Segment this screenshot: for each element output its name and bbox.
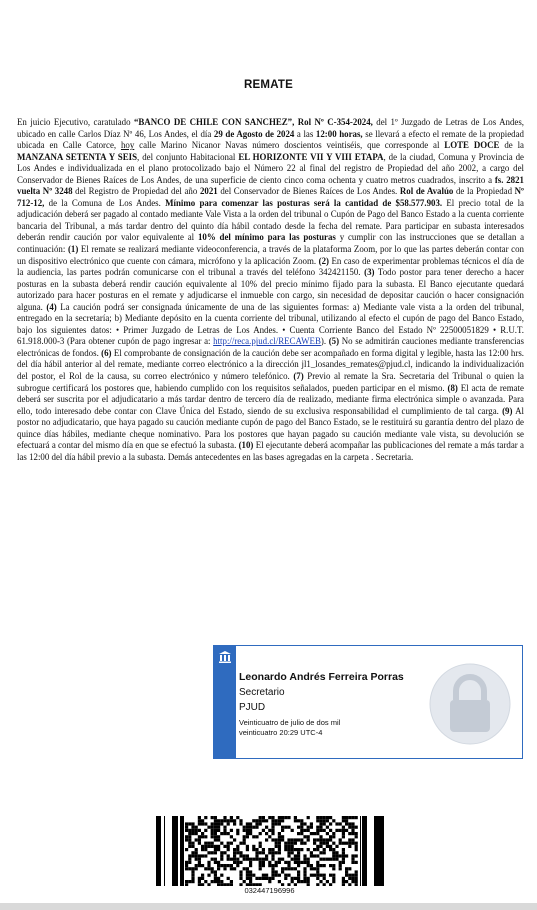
body-text-run: del 1º Juzgado de Letras de Los Andes, ubicado en calle Carlos Díaz Nº 46, Los Andes, el día <box>17 117 524 139</box>
signer-role: Secretario <box>239 687 285 698</box>
document-title: REMATE <box>244 79 293 91</box>
body-text-run: Todo postor para tener derecho a hacer posturas en la subasta deberá rendir caución equivalente al 10% del precio mínimo fijado para la subasta. El Banco ejecutante quedará autorizado para hacer posturas en el remate y adjudicarse el inmueble con cargo, sin necesidad de depositar caución o hacer consignación alguna. <box>17 267 524 312</box>
bold-text: Nº 712-12, <box>17 186 524 208</box>
bold-text: EL HORIZONTE VII Y VIII ETAPA <box>238 151 384 162</box>
barcode-image <box>155 816 384 886</box>
bold-text: (3) <box>364 267 375 278</box>
bold-text: “BANCO DE CHILE CON SANCHEZ”, Rol Nº C-354-2024, <box>133 117 373 127</box>
bold-text: (10) <box>238 440 254 451</box>
bold-text: MANZANA SETENTA Y SEIS <box>17 151 138 162</box>
body-text-run: ). <box>320 336 329 347</box>
body-text-run: El ejecutante deberá acompañar las publicaciones del remate a más tardar a las 12:00 del día hábil previo a la subasta. Demás antecedentes en las bases agregadas en la carpeta . Secretaria. <box>17 440 524 462</box>
body-text-run: En caso de experimentar problemas técnicos el día de la audiencia, las partes podrán comunicarse con el tribunal a través del teléfono 342421150. <box>17 255 524 278</box>
document-body <box>17 117 524 463</box>
body-text-run: , del conjunto Habitacional <box>137 151 239 162</box>
bold-text: 10% del mínimo para las posturas <box>197 232 336 243</box>
bold-text: (8) <box>447 382 458 393</box>
body-text-run: de la <box>499 140 524 151</box>
payment-coupon-link[interactable]: http://reca.pjud.cl/RECAWEB <box>213 336 321 347</box>
bold-text: (1) <box>67 244 79 255</box>
body-text-run: a las <box>294 128 316 139</box>
institution-icon <box>218 650 232 664</box>
body-text-run: Al postor no adjudicatario, que haya pagado su caución mediante cupón de pago del Banco Estado, se le restituirá su garantía dentro del plazo de quince días hábiles, mediante cheque nominativo. Para los postores que hayan pagado su caución mediante vale vista, su devolución se efectuará a contar del mismo día en que se efectuó la subasta. <box>17 405 524 451</box>
bold-text: (2) <box>318 255 329 266</box>
body-text-run: del Registro de Propiedad del año <box>72 186 200 197</box>
signature-timestamp: Veinticuatro de julio de dos mil veinticuatro 20:29 UTC-4 <box>239 718 341 737</box>
body-text-run: y cumplir con las instrucciones que se detallan a continuación: <box>17 232 525 255</box>
bold-text: 29 de Agosto de 2024 <box>213 128 295 139</box>
body-text-run: de la Propiedad <box>453 186 515 197</box>
body-text-run: En juicio Ejecutivo, caratulado <box>17 117 134 127</box>
bold-text: (5) <box>328 336 340 347</box>
bold-text: (9) <box>502 405 513 416</box>
signature-side-stripe <box>214 646 236 758</box>
bold-text: Mínimo para comenzar las posturas será la cantidad de $58.577.903. <box>165 197 443 208</box>
body-text-run: El comprobante de consignación de la caución debe ser acompañado en forma digital y legible, hasta las 12:00 hrs. del día hábil anterior al del remate, mediante correo electrónico a la dirección jl1_losandes_remates@pjud.cl, indicando la individualización del postor, el Rol de la causa, su correo electrónico y número telefónico. <box>17 347 524 382</box>
bold-text: Rol de Avalúo <box>399 186 454 197</box>
body-text-run: del Conservador de Bienes Raíces de Los Andes. <box>217 186 400 197</box>
underlined-text: hoy <box>120 140 135 151</box>
bold-text: (4) <box>46 301 57 312</box>
signer-organization: PJUD <box>239 702 266 713</box>
electronic-signature-box <box>213 645 523 759</box>
signer-name: Leonardo Andrés Ferreira Porras <box>239 671 404 683</box>
bold-text: 12:00 horas, <box>315 128 363 139</box>
body-text-run: Previo al remate la Sra. Secretaria del Tribunal o quien la subrogue certificará los postores que, habiendo cumplido con los requisitos señalados, pueden participar en el mismo. <box>17 371 524 393</box>
bold-text: (7) <box>293 371 304 382</box>
barcode-number: 032447196996 <box>244 886 295 895</box>
bold-text: 2021 <box>199 186 218 197</box>
page-bottom-edge <box>0 903 537 910</box>
body-text-run: El precio total de la adjudicación deberá ser pagado al contado mediante Vale Vista a la orden del tribunal o Cupón de Pago del Banco Estado a la cuenta corriente bancaria del Tribunal, a más tardar dentro del quinto día hábil contado desde la fecha del remate. Para participar en subasta interesados deberán rendir caución por valor equivalente al <box>17 197 524 243</box>
body-text-run: , de la ciudad, Comuna y Provincia de Los Andes e individualizada en el plano protocolizado bajo el Número 22 al final del registro de Propiedad del año 2002, a cargo del Conservador de Bienes Raíces de Los Andes, de una superficie de ciento cinco coma ochenta y cuatro metros cuadrados, inscrito a <box>17 151 524 185</box>
body-text-run: El acta de remate deberá ser suscrita por el adjudicatario a más tardar dentro de tercero día de realizado, mediante firma electrónica simple o avanzada. Para ello, todo interesado debe contar con Clave Única del Estado, siendo de su exclusiva responsabilidad el cumplimiento de tal carga. <box>17 382 524 416</box>
body-text-run: No se admitirán cauciones mediante transferencias electrónicas de fondos. <box>17 336 524 358</box>
padlock-icon <box>428 658 512 750</box>
bold-text: LOTE DOCE <box>444 140 500 151</box>
bold-text: fs. 2821 vuelta Nº 3248 <box>17 174 524 197</box>
body-text-run: calle Marino Nicanor Navas número doscientos veintiséis, que corresponde al <box>134 140 445 151</box>
body-text-run: se llevará a efecto el remate de la propiedad ubicada en Calle Catorce, <box>17 128 524 151</box>
body-text-run: El remate se realizará mediante videoconferencia, a través de la plataforma Zoom, por lo que las partes deberán contar con un dispositivo electrónico que cuente con cámara, micrófono y la aplicación Zoom. <box>17 244 524 266</box>
bold-text: (6) <box>101 347 112 358</box>
body-text-run: de la Comuna de Los Andes. <box>44 197 166 208</box>
body-text-run: La caución podrá ser consignada únicamente de una de las siguientes formas: a) Mediante vale vista a la orden del tribunal, entregado en la secretaría; b) Mediante depósito en la cuenta corriente del tribunal, utilizando al efecto el cupón de pago del Banco Estado, bajo los siguientes datos: • Primer Juzgado de Letras de Los Andes. • Cuenta Corriente Banco del Estado Nº 22500051829 • R.U.T. 61.918.000-3 (Para obtener cupón de pago ingresar a: <box>17 301 524 347</box>
